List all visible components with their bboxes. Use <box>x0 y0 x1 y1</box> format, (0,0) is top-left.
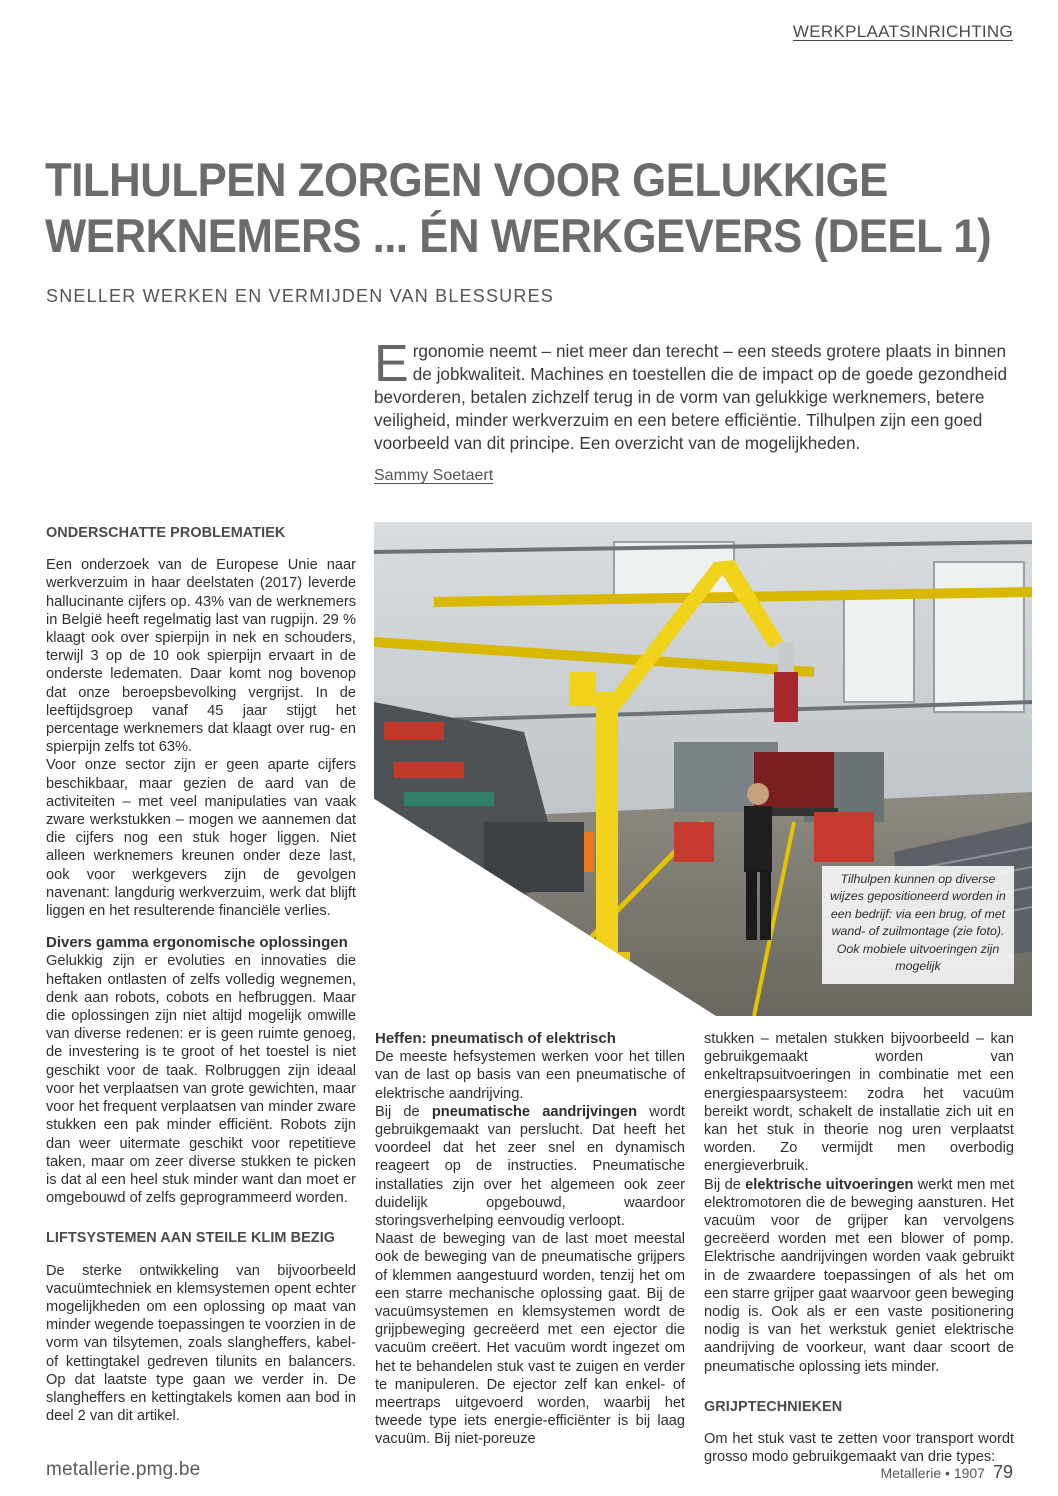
col1-paragraph-1: Een onderzoek van de Europese Unie naar werkverzuim in haar deelstaten (2017) leverde hallucinante cijfers op. 43% van de werknemers in België heeft regelmatig last van rugpijn. 29 % klaagt ook over spierpijn in nek en schouders, terwijl 3 op de 10 ook spierpijn ervaart in de onderste ledematen. Daar komt nog bovenop dat onze beroepsbevolking vergrijst. In de leeftijdsgroep vanaf 45 jaar stijgt het percentage werknemers dat klaagt over rug- en spierpijn zelfs tot 63%. <box>46 557 356 756</box>
column-3 <box>704 1030 1014 1466</box>
bold-pneumatische: pneumatische aandrijvingen <box>431 1103 638 1120</box>
intro-text: rgonomie neemt – niet meer dan terecht – een steeds grotere plaats in binnen de jobkwaliteit. Machines en toestellen die de impact op de goede gezondheid bevorderen, betalen zichzelf terug in de vorm van gelukkige werknemers, betere veiligheid, minder werkverzuim en een betere efficiëntie. Tilhulpen zijn een goed voorbeeld van dit principe. Een overzicht van de mogelijkheden. <box>374 341 1008 453</box>
article-intro <box>374 335 1014 455</box>
intro-dropcap: E <box>374 335 409 393</box>
column-1 <box>46 524 356 1425</box>
photo-caption: Tilhulpen kunnen op diverse wijzes gepositioneerd worden in een bedrijf: via een brug, of met wand- of zuilmontage (zie foto). Ook mobiele uitvoeringen zijn mogelijk <box>822 866 1014 984</box>
col3-paragraph-2: Bij de elektrische uitvoeringen werkt men met elektromotoren die de beweging aansturen. Het vacuüm voor de grijper kan vervolgens gecreëerd worden met een blower of pomp. Elektrische aandrijvingen worden vaak gebruikt in de zwaardere toepassingen of als het om een starre grijper gaat waarvoor geen beweging nodig is. Ook als er een vaste positionering nodig is van het werkstuk geniet elektrische aandrijving de voorkeur, want daar scoort de pneumatische oplossing iets minder. <box>704 1176 1015 1375</box>
footer-issue <box>880 1462 1013 1483</box>
article-subtitle: SNELLER WERKEN EN VERMIJDEN VAN BLESSURES <box>46 286 554 306</box>
heading-grijptechnieken: GRIJPTECHNIEKEN <box>704 1398 843 1415</box>
bold-elektrische: elektrische uitvoeringen <box>745 1176 914 1193</box>
heading-onderschatte-problematiek: ONDERSCHATTE PROBLEMATIEK <box>46 525 286 541</box>
subheading-heffen: Heffen: pneumatisch of elektrisch <box>375 1030 616 1047</box>
article-title <box>45 152 992 264</box>
author-byline[interactable]: Sammy Soetaert <box>374 467 494 484</box>
title-line-1: TILHULPEN ZORGEN VOOR GELUKKIGE <box>45 153 888 206</box>
heading-liftsystemen: LIFTSYSTEMEN AAN STEILE KLIM BEZIG <box>46 1230 336 1247</box>
col3-paragraph-1: stukken – metalen stukken bijvoorbeeld – kan gebruikgemaakt worden van enkeltrapsuitvoeringen in combinatie met een energiespaarsysteem: zodra het vacuüm bereikt wordt, schakelt de installatie zich uit en kan het stuk in theorie nog uren verplaatst worden. Zo vermijdt men overbodig energieverbruik. <box>704 1031 1014 1175</box>
subheading-divers-gamma: Divers gamma ergonomische oplossingen <box>46 934 348 952</box>
section-tag: WERKPLAATSINRICHTING <box>792 22 1013 41</box>
col3-paragraph-3: Om het stuk vast te zetten voor transport wordt grosso modo gebruikgemaakt van drie types: <box>704 1431 1014 1466</box>
col2-paragraph-3: Naast de beweging van de last moet meestal ook de beweging van de pneumatische grijpers of klemmen aangestuurd worden, tenzij het om een starre mechanische oplossing gaat. Bij de vacuümsystemen en klemsystemen wordt de grijpbeweging gecreëerd met een ejector die vacuüm creëert. Het vacuüm wordt ingezet om het te behandelen stuk vast te zuigen en verder te manipuleren. De ejector zelf kan enkel- of meertraps uitgevoerd worden, waarbij het tweede type iets energie-efficiënter is bij laag vacuüm. Bij niet-poreuze <box>375 1231 685 1448</box>
col2-paragraph-2: Bij de pneumatische aandrijvingen wordt gebruikgemaakt van perslucht. Dat heeft het voordeel dat het zeer snel en dynamisch reageert op de instructies. Pneumatische installaties zijn over het algemeen ook zeer duidelijk opgebouwd, waardoor storingsverhelping eenvoudig verloopt. <box>375 1103 685 1230</box>
col1-paragraph-4: De sterke ontwikkeling van bijvoorbeeld vacuümtechniek en klemsystemen opent echter mogelijkheden om een oplossing op maat van minder wegende toepassingen te voorzien in de vorm van tilsytemen, zoals slangheffers, kabel- of kettingtakel gedreven tilunits en balancers. Op dat laatste type gaan we verder in. De slangheffers en kettingtakels komen aan bod in deel 2 van dit artikel. <box>46 1262 356 1425</box>
title-line-2: WERKNEMERS ... ÉN WERKGEVERS (DEEL 1) <box>45 209 992 262</box>
col1-paragraph-2: Voor onze sector zijn er geen aparte cijfers beschikbaar, maar gezien de aard van de activiteiten – met veel manipulaties van vaak zware werkstukken – mogen we aannemen dat die cijfers nog een stuk hoger liggen. Niet alleen werknemers kreunen onder deze last, ook voor werkgevers zijn de gevolgen navenant: langdurig werkverzuim, werk dat blijft liggen en het resulterende financiële verlies. <box>46 757 356 920</box>
col1-paragraph-3: Gelukkig zijn er evoluties en innovaties die heftaken ontlasten of zelfs volledig wegnemen, denk aan robots, cobots en hefbruggen. Maar die oplossingen zijn niet altijd mogelijk omwille van diverse redenen: er is geen ruimte genoeg, de investering is te groot of het toestel is niet geschikt voor de taak. Rolbruggen zijn ideaal voor het verplaatsen van grote gewichten, maar voor het frequent verplaatsen van minder zware stukken een pak minder efficiënt. Robots zijn dan weer uitermate geschikt voor repetitieve taken, maar om zeer diverse stukken te picken is dat al een heel stuk minder want dan moet er omgebouwd of zelfs geprogrammeerd worden. <box>46 953 356 1207</box>
column-2 <box>375 1030 685 1449</box>
issue-label: Metallerie • 1907 <box>880 1465 985 1481</box>
col2-paragraph-1: De meeste hefsystemen werken voor het tillen van de last op basis van een pneumatische of elektrische aandrijving. <box>375 1049 685 1102</box>
page-number: 79 <box>992 1462 1013 1482</box>
website-link[interactable]: metallerie.pmg.be <box>46 1459 201 1480</box>
